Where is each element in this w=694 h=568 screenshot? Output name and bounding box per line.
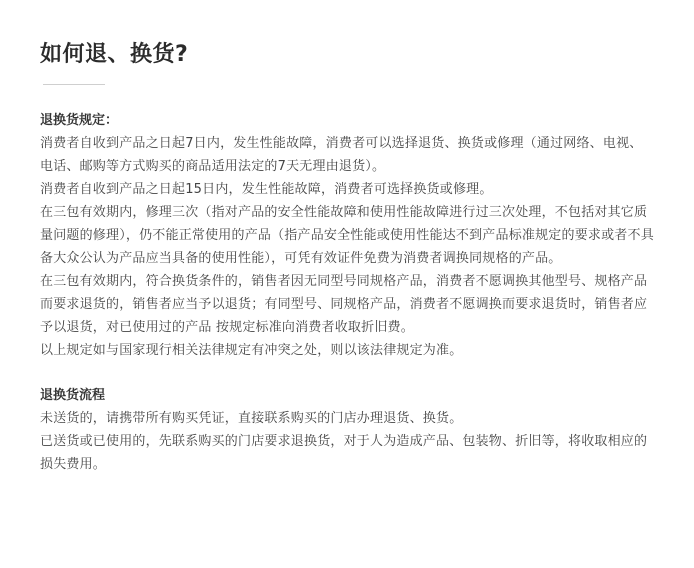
rules-section <box>40 109 654 362</box>
process-heading: 退换货流程 <box>40 388 106 403</box>
process-section <box>40 384 654 476</box>
rules-paragraph: 以上规定如与国家现行相关法律规定有冲突之处，则以该法律规定为准。 <box>40 343 463 358</box>
rules-paragraph: 消费者自收到产品之日起15日内，发生性能故障，消费者可选择换货或修理。 <box>40 182 493 197</box>
page-title: 如何退、换货? <box>40 42 189 67</box>
process-paragraph: 未送货的，请携带所有购买凭证，直接联系购买的门店办理退货、换货。 <box>40 411 463 426</box>
title-divider <box>43 84 105 85</box>
process-paragraph: 已送货或已使用的，先联系购买的门店要求退换货，对于人为造成产品、包装物、折旧等，将收取相应的损失费用。 <box>40 434 648 472</box>
rules-heading: 退换货规定： <box>40 113 119 128</box>
rules-paragraph: 消费者自收到产品之日起7日内，发生性能故障，消费者可以选择退货、换货或修理（通过网络、电视、电话、邮购等方式购买的商品适用法定的7天无理由退货）。 <box>40 136 643 174</box>
rules-paragraph: 在三包有效期内，符合换货条件的，销售者因无同型号同规格产品，消费者不愿调换其他型号、规格产品而要求退货的，销售者应当予以退货；有同型号、同规格产品，消费者不愿调换而要求退货时，销售者应予以退货，对已使用过的产品 按规定标准向消费者收取折旧费。 <box>40 274 648 335</box>
rules-paragraph: 在三包有效期内，修理三次（指对产品的安全性能故障和使用性能故障进行过三次处理，不包括对其它质量问题的修理），仍不能正常使用的产品（指产品安全性能或使用性能达不到产品标准规定的要求或者不具备大众公认为产品应当具备的使用性能），可凭有效证件免费为消费者调换同规格的产品。 <box>40 205 654 266</box>
